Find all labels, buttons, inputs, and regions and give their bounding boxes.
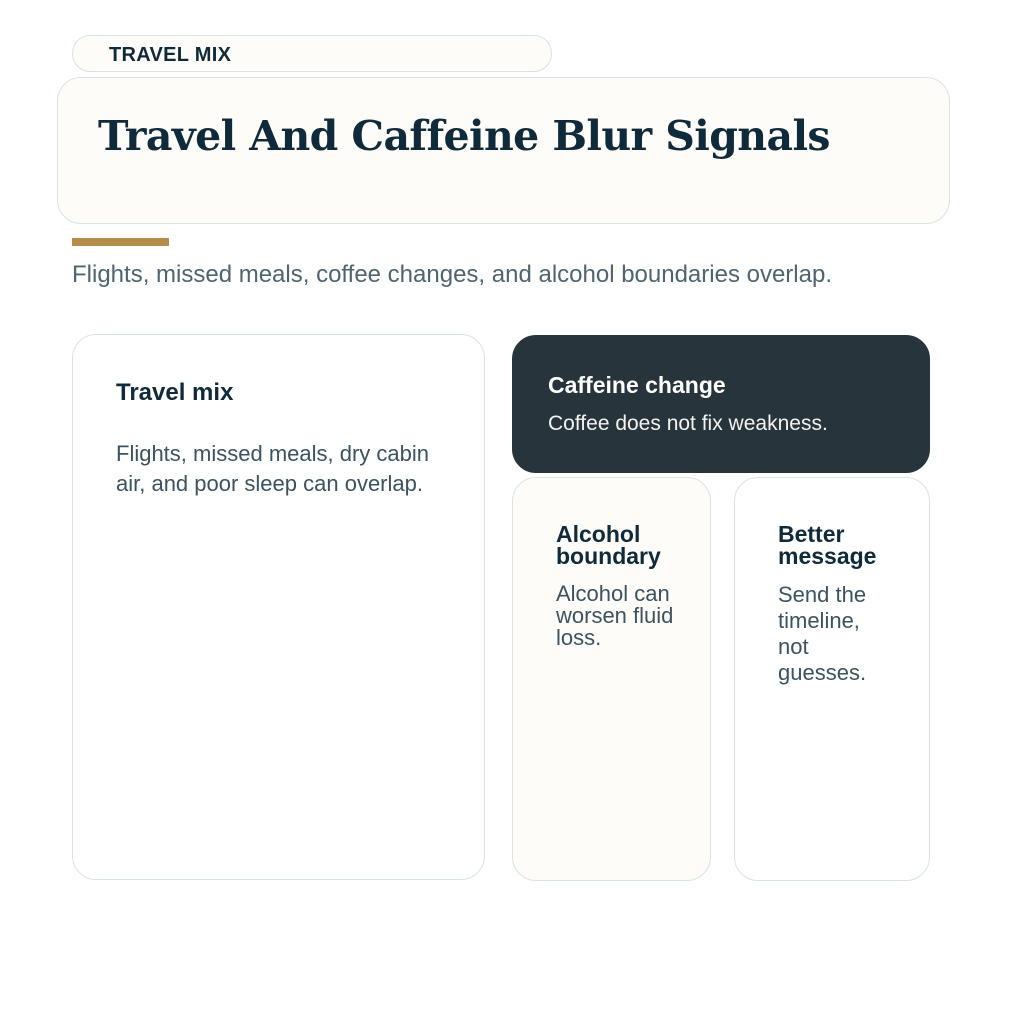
card-body: Coffee does not fix weakness. [548,412,828,435]
alcohol-boundary-card [512,477,711,881]
accent-divider [72,238,169,246]
card-body: Flights, missed meals, dry cabin air, and poor sleep can overlap. [116,441,429,496]
page-subtitle: Flights, missed meals, coffee changes, and alcohol boundaries overlap. [72,261,832,288]
kicker-label: TRAVEL MIX [109,44,232,66]
card-body: Alcohol can worsen fluid loss. [556,581,674,650]
card-body: Send the timeline, not guesses. [778,582,867,685]
card-heading: Caffeine change [548,372,726,398]
page-title: Travel And Caffeine Blur Signals [98,112,830,160]
card-heading: Travel mix [116,379,234,406]
better-message-card [734,477,930,881]
section-kicker [72,35,552,72]
card-heading: Better message [778,521,877,569]
caffeine-change-card [512,335,930,473]
hero-banner [57,77,950,224]
card-heading: Alcohol boundary [556,521,661,569]
travel-mix-card [72,334,485,880]
